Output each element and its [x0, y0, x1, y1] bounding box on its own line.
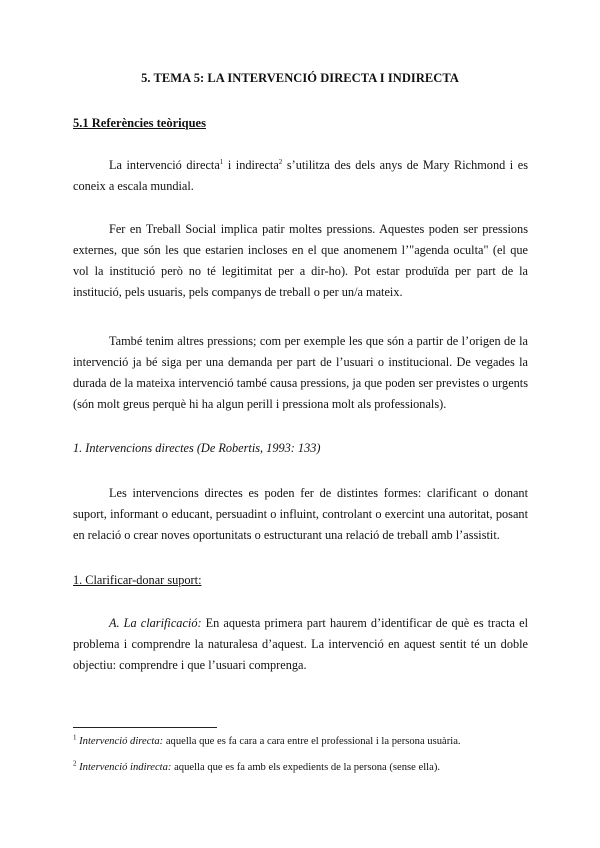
- clarification-lead: A. La clarificació:: [109, 616, 202, 630]
- footnote-text: aquella que es fa amb els expedients de la persona (sense ella).: [171, 762, 440, 773]
- paragraph-text: Les intervencions directes es poden fer de distintes formes: clarificant o donant suport, informant o educant, persuadint o influint, controlant o exercint una autoritat, posant en relació o crear noves oportunitats o estructurant una relació de treball amb l’assistit.: [73, 486, 528, 542]
- footnote-number: 2: [73, 759, 77, 768]
- paragraph-text: s’utilitza des dels anys de Mary Richmond i es coneix a escala mundial.: [73, 158, 528, 193]
- paragraph-clarification: [73, 613, 528, 676]
- footnote-ref-2[interactable]: 2: [278, 157, 283, 166]
- subheading-direct-interventions: 1. Intervencions directes (De Robertis, 1993: 133): [73, 441, 321, 455]
- footnote-number: 1: [73, 733, 77, 742]
- page-title: 5. TEMA 5: LA INTERVENCIÓ DIRECTA I INDIRECTA: [141, 71, 459, 85]
- paragraph-direct-forms: [73, 483, 528, 546]
- paragraph-text: Fer en Treball Social implica patir moltes pressions. Aquestes poden ser pressions externes, que són les que estarien incloses en el que anomenem l’"agenda oculta" (el que vol la institució però no té legitimitat per a dir-ho). Pot estar produïda per part de la institució, pels usuaris, pels companys de treball o per un/a mateix.: [73, 222, 528, 299]
- paragraph-text: En aquesta primera part haurem d’identificar de què es tracta el problema i comprendre la naturalesa d’aquest. La intervenció en aquest sentit té un doble objectiu: comprendre i que l’usuari comprenga.: [73, 616, 528, 672]
- paragraph-text: i indirecta: [223, 158, 279, 172]
- footnote-ref-1[interactable]: 1: [219, 157, 224, 166]
- footnote-text: aquella que es fa cara a cara entre el professional i la persona usuària.: [163, 736, 461, 747]
- subheading-clarify-support: 1. Clarificar-donar suport:: [73, 573, 202, 587]
- footnote-1: [73, 733, 533, 747]
- paragraph-text: També tenim altres pressions; com per exemple les que són a partir de l’origen de la intervenció ja bé siga per una demanda per part de l’usuari o institucional. De vegades la durada de la mateixa intervenció també causa pressions, ja que poden ser previstes o urgents (són molt greus perquè hi ha algun perill i pressiona molt als professionals).: [73, 334, 528, 411]
- footnote-divider: [73, 727, 217, 728]
- footnote-2: [73, 759, 533, 773]
- paragraph-intro: [73, 155, 528, 197]
- footnote-term: Intervenció directa:: [79, 736, 164, 747]
- paragraph-other-pressions: [73, 331, 528, 415]
- section-heading: 5.1 Referències teòriques: [73, 116, 206, 130]
- paragraph-text: La intervenció directa: [109, 158, 220, 172]
- footnote-term: Intervenció indirecta:: [79, 762, 172, 773]
- paragraph-pressions: [73, 219, 528, 303]
